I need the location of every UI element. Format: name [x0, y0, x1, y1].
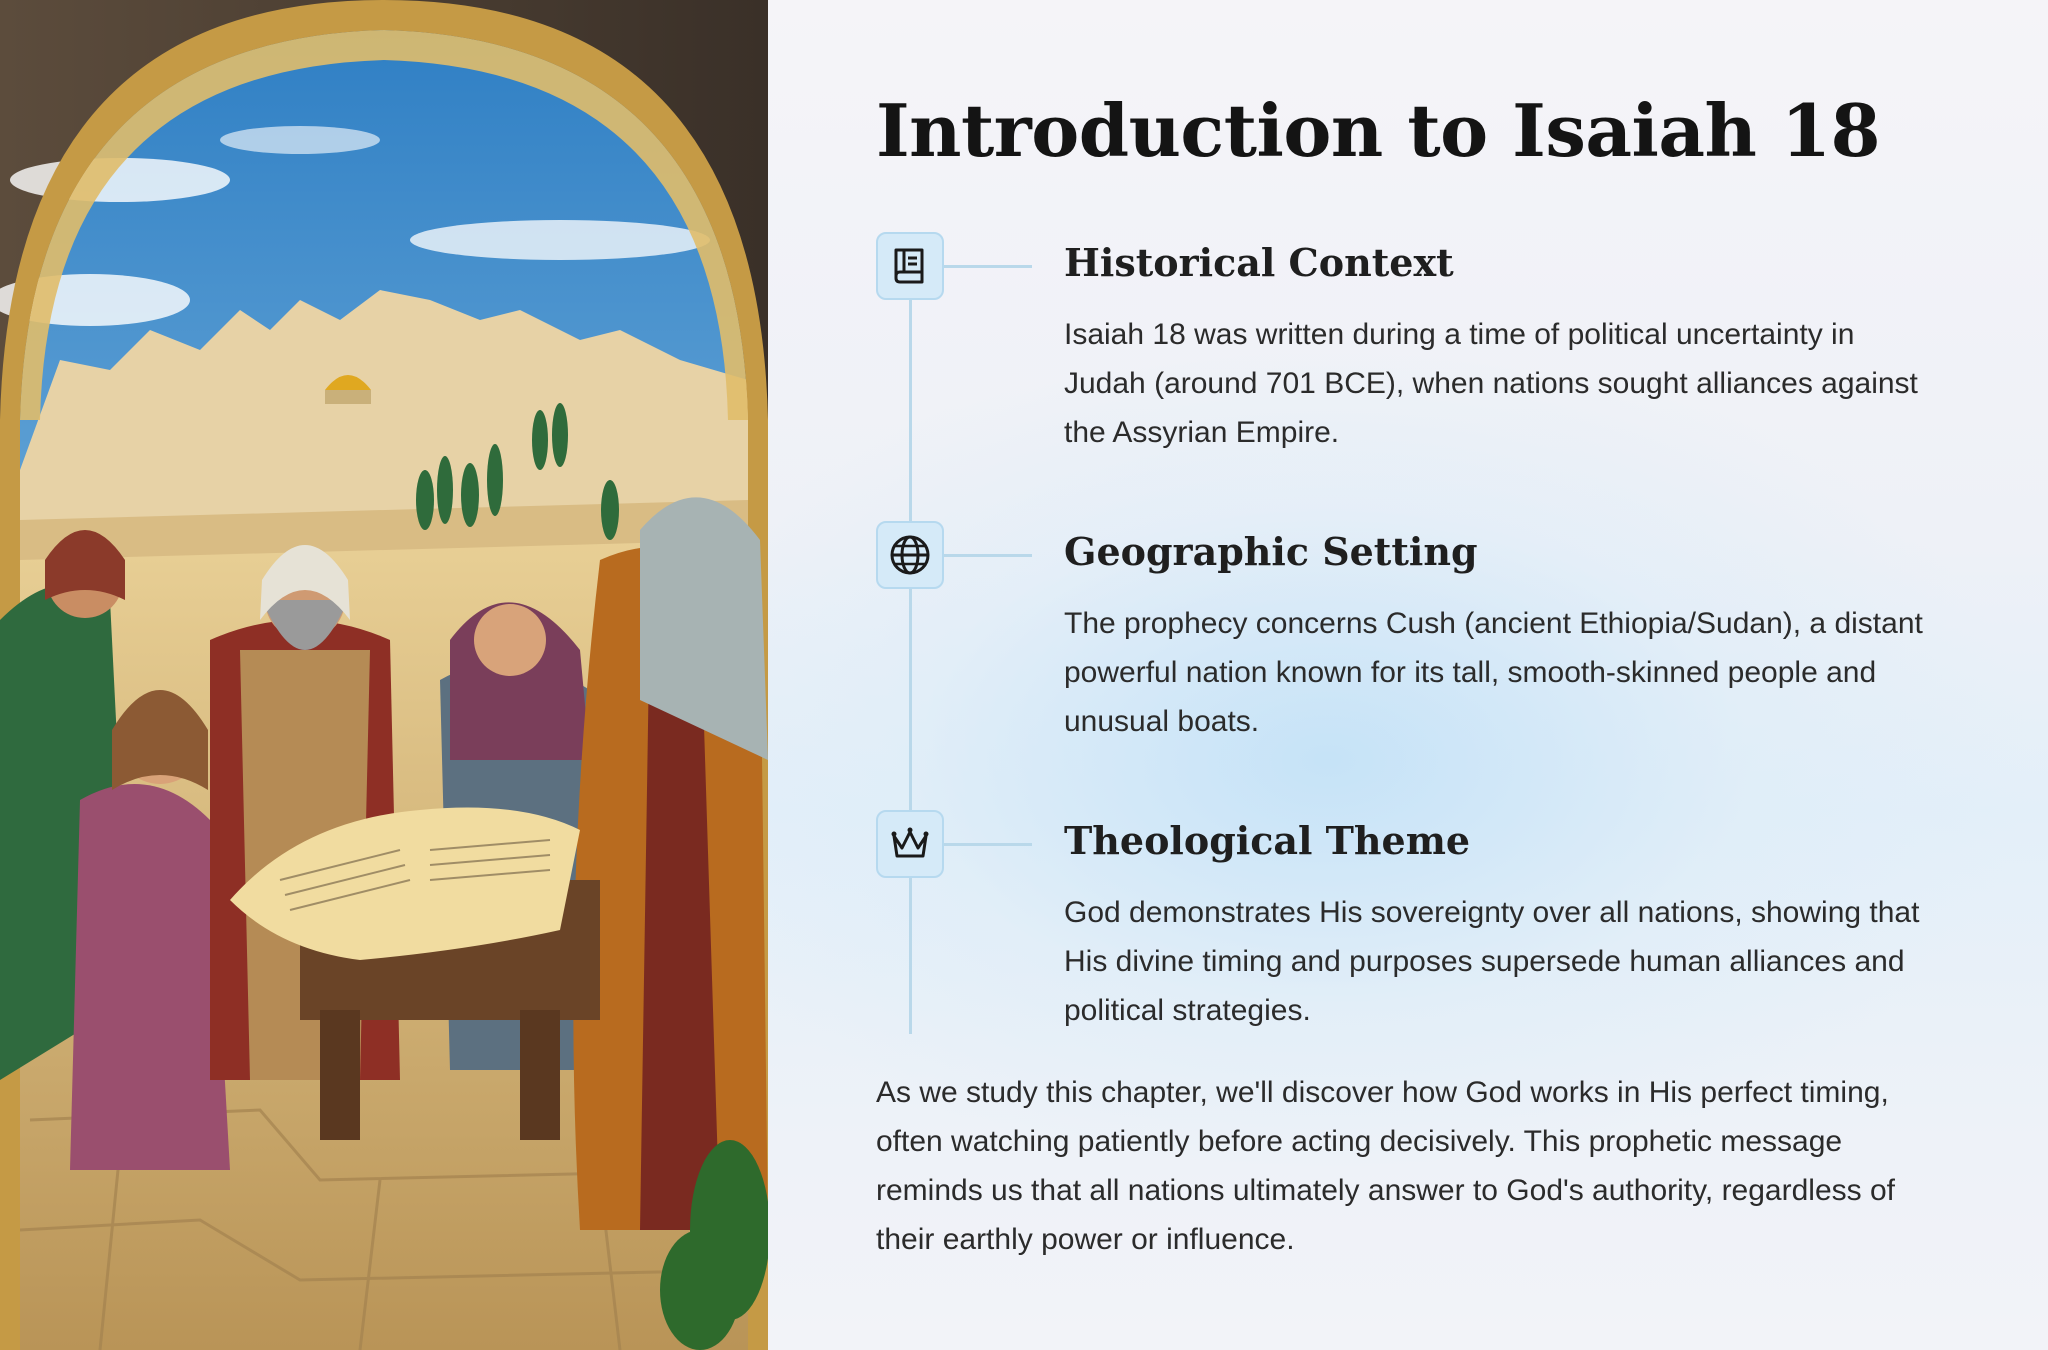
- section-heading: Geographic Setting: [1064, 529, 1478, 574]
- content-panel: [768, 0, 2048, 1350]
- section-heading: Theological Theme: [1064, 818, 1471, 863]
- timeline-line: [909, 300, 912, 1034]
- jerusalem-scroll-illustration: [0, 0, 768, 1350]
- connector-line: [944, 265, 1032, 268]
- section-body: Isaiah 18 was written during a time of political uncertainty in Judah (around 701 BCE), when nations sought alliances against the Assyrian Empire.: [1064, 318, 1918, 449]
- closing-paragraph: As we study this chapter, we'll discover how God works in His perfect timing, often watching patiently before acting decisively. This prophetic message reminds us that all nations ultimately answer to God's authority, regardless of their earthly power or influence.: [876, 1076, 1895, 1256]
- globe-icon-box: [876, 521, 944, 589]
- section-body: God demonstrates His sovereignty over all nations, showing that His divine timing and purposes supersede human alliances and political strategies.: [1064, 896, 1920, 1027]
- section-body: The prophecy concerns Cush (ancient Ethiopia/Sudan), a distant powerful nation known for its tall, smooth-skinned people and unusual boats.: [1064, 607, 1923, 738]
- crown-icon: [886, 820, 934, 868]
- connector-line: [944, 554, 1032, 557]
- section-heading: Historical Context: [1064, 240, 1454, 285]
- illustration-panel: [0, 0, 768, 1350]
- globe-icon: [886, 531, 934, 579]
- book-icon: [886, 242, 934, 290]
- book-icon-box: [876, 232, 944, 300]
- crown-icon-box: [876, 810, 944, 878]
- connector-line: [944, 843, 1032, 846]
- page-title: Introduction to Isaiah 18: [876, 88, 1881, 173]
